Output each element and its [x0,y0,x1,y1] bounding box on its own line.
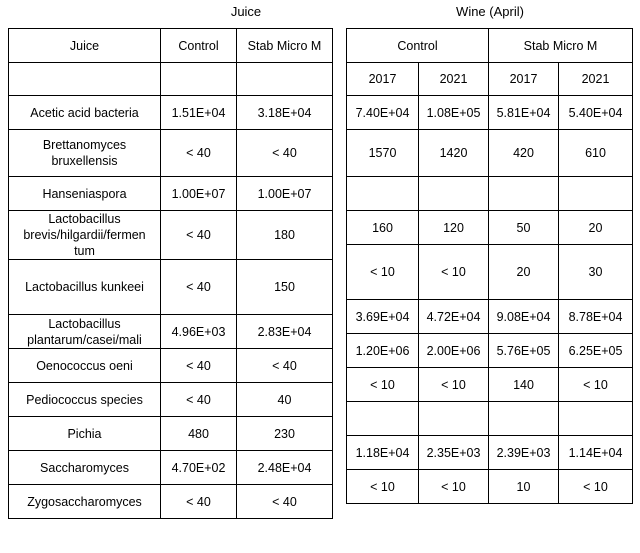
juice-value: 40 [237,383,333,417]
juice-value: < 40 [161,130,237,177]
wine-column-header: Stab Micro M [489,29,633,63]
blank-cell [161,63,237,96]
wine-value [559,402,633,436]
wine-value [489,177,559,211]
wine-year-row [347,63,633,96]
organism-name: Acetic acid bacteria [9,96,161,130]
wine-value: < 10 [419,470,489,504]
juice-value: 480 [161,417,237,451]
wine-value: 120 [419,211,489,245]
wine-value [559,177,633,211]
table-row [347,211,633,245]
wine-value: 9.08E+04 [489,300,559,334]
juice-group-header: Juice [230,4,262,19]
juice-table [8,28,333,519]
table-row [347,300,633,334]
table-row [9,96,333,130]
wine-value: 8.78E+04 [559,300,633,334]
table-row [9,349,333,383]
wine-value: 20 [559,211,633,245]
wine-value: < 10 [559,470,633,504]
wine-value: 2.00E+06 [419,334,489,368]
wine-value: 160 [347,211,419,245]
wine-group-header: Wine (April) [456,4,524,19]
wine-value: 1420 [419,130,489,177]
wine-value: 7.40E+04 [347,96,419,130]
wine-value: 2.39E+03 [489,436,559,470]
juice-value: 1.00E+07 [161,177,237,211]
table-row [347,177,633,211]
organism-name: Saccharomyces [9,451,161,485]
wine-year-header: 2017 [347,63,419,96]
blank-cell [237,63,333,96]
wine-value: 610 [559,130,633,177]
wine-value [347,177,419,211]
table-row [9,130,333,177]
wine-value: 1.08E+05 [419,96,489,130]
juice-value: 1.51E+04 [161,96,237,130]
table-row [347,130,633,177]
wine-value [419,402,489,436]
wine-header-row [347,29,633,63]
organism-name: Lactobacillus kunkeei [9,260,161,315]
table-row [347,470,633,504]
table-row [9,417,333,451]
wine-value: 1570 [347,130,419,177]
juice-column-header: Stab Micro M [237,29,333,63]
wine-value: 5.81E+04 [489,96,559,130]
table-row [9,451,333,485]
table-row [9,211,333,260]
table-row [9,315,333,349]
wine-value: 50 [489,211,559,245]
wine-value: 30 [559,245,633,300]
blank-cell [9,63,161,96]
organism-name: Zygosaccharomyces [9,485,161,519]
juice-value: 2.83E+04 [237,315,333,349]
organism-name: Pediococcus species [9,383,161,417]
wine-value [347,402,419,436]
wine-value: 5.76E+05 [489,334,559,368]
juice-column-header: Juice [9,29,161,63]
wine-year-header: 2017 [489,63,559,96]
wine-value: 20 [489,245,559,300]
wine-value: 1.20E+06 [347,334,419,368]
juice-blank-row [9,63,333,96]
wine-value: < 10 [347,368,419,402]
juice-value: < 40 [161,260,237,315]
table-row [9,177,333,211]
table-row [9,485,333,519]
organism-name: Pichia [9,417,161,451]
juice-value: < 40 [161,383,237,417]
wine-value: < 10 [559,368,633,402]
juice-value: < 40 [237,130,333,177]
wine-value: < 10 [347,470,419,504]
wine-value: 6.25E+05 [559,334,633,368]
organism-name: Oenococcus oeni [9,349,161,383]
wine-value: 1.18E+04 [347,436,419,470]
juice-value: 1.00E+07 [237,177,333,211]
table-row [347,96,633,130]
wine-value: < 10 [347,245,419,300]
wine-value: 2.35E+03 [419,436,489,470]
wine-value: 4.72E+04 [419,300,489,334]
juice-value: < 40 [161,485,237,519]
table-row [347,402,633,436]
juice-value: 4.96E+03 [161,315,237,349]
juice-value: 4.70E+02 [161,451,237,485]
wine-value: < 10 [419,245,489,300]
wine-year-header: 2021 [559,63,633,96]
table-row [347,245,633,300]
wine-value: 3.69E+04 [347,300,419,334]
organism-name: Hanseniaspora [9,177,161,211]
juice-value: < 40 [237,485,333,519]
table-row [347,334,633,368]
wine-value: 1.14E+04 [559,436,633,470]
table-row [347,368,633,402]
wine-value: 140 [489,368,559,402]
juice-value: 3.18E+04 [237,96,333,130]
organism-name: Brettanomyces bruxellensis [9,130,161,177]
table-row [347,436,633,470]
juice-value: 180 [237,211,333,260]
organism-name: Lactobacillus brevis/hilgardii/fermen tum [9,211,161,260]
juice-value: < 40 [237,349,333,383]
table-row [9,260,333,315]
wine-value: 5.40E+04 [559,96,633,130]
juice-value: 230 [237,417,333,451]
wine-column-header: Control [347,29,489,63]
organism-name: Lactobacillus plantarum/casei/mali [9,315,161,349]
juice-value: 150 [237,260,333,315]
wine-value: < 10 [419,368,489,402]
juice-header-row [9,29,333,63]
wine-value [489,402,559,436]
juice-value: 2.48E+04 [237,451,333,485]
wine-value: 420 [489,130,559,177]
wine-table [346,28,633,504]
wine-year-header: 2021 [419,63,489,96]
juice-column-header: Control [161,29,237,63]
table-row [9,383,333,417]
wine-value: 10 [489,470,559,504]
juice-value: < 40 [161,349,237,383]
juice-value: < 40 [161,211,237,260]
wine-value [419,177,489,211]
